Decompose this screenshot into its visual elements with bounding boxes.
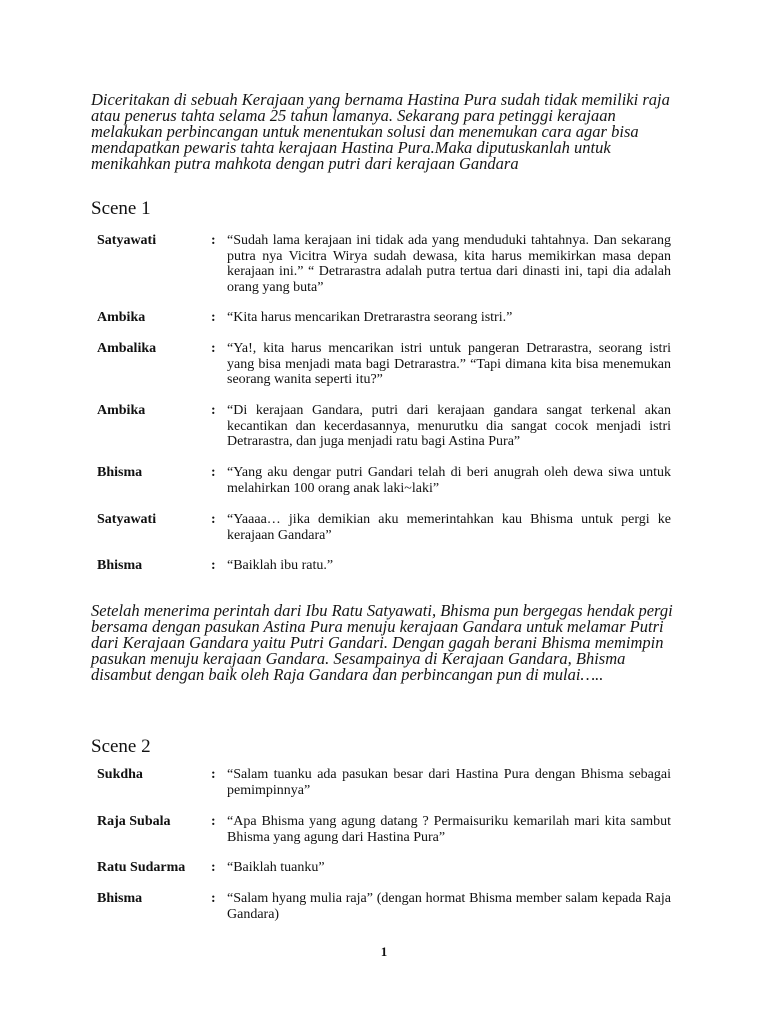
- separator-colon: :: [211, 814, 216, 829]
- dialogue-row: [97, 891, 671, 922]
- speaker-name: Bhisma: [97, 558, 143, 573]
- dialogue-row: [97, 558, 671, 574]
- dialogue-line: “Ya!, kita harus mencarikan istri untuk pangeran Detrarastra, seorang istri yang bisa menjadi mata bagi Detrarastra.” “Tapi dimana kita bisa menemukan seorang wanita seperti itu?”: [227, 341, 671, 387]
- dialogue-line: “Baiklah tuanku”: [227, 860, 325, 875]
- separator-colon: :: [211, 891, 216, 906]
- speaker-name: Ambika: [97, 403, 146, 418]
- speaker-name: Raja Subala: [97, 814, 171, 829]
- separator-colon: :: [211, 465, 216, 480]
- speaker-name: Ambalika: [97, 341, 157, 356]
- dialogue-row: [97, 310, 671, 326]
- speaker-name: Sukdha: [97, 767, 143, 782]
- dialogue-line: “Di kerajaan Gandara, putri dari kerajaan gandara sangat terkenal akan kecantikan dan kecerdasannya, menurutku dia sangat cocok menjadi istri Detrarastra, dan juga menjadi ratu bagi Astina Pura”: [227, 403, 671, 449]
- dialogue-row: [97, 860, 671, 876]
- dialogue-row: [97, 233, 671, 295]
- separator-colon: :: [211, 767, 216, 782]
- dialogue-line: “Sudah lama kerajaan ini tidak ada yang menduduki tahtahnya. Dan sekarang putra nya Vicitra Wirya sudah dewasa, kita harus memikirkan masa depan kerajaan ini.” “ Detrarastra adalah putra tertua dari dinasti ini, tapi dia adalah orang yang buta”: [227, 233, 671, 295]
- page-number: 1: [380, 944, 388, 959]
- separator-colon: :: [211, 341, 216, 356]
- dialogue-line: “Salam hyang mulia raja” (dengan hormat Bhisma member salam kepada Raja Gandara): [227, 891, 671, 922]
- separator-colon: :: [211, 558, 216, 573]
- dialogue-line: “Yang aku dengar putri Gandari telah di beri anugrah oleh dewa siwa untuk melahirkan 100 orang anak laki~laki”: [227, 465, 671, 496]
- intro-narration: Diceritakan di sebuah Kerajaan yang bernama Hastina Pura sudah tidak memiliki raja atau penerus tahta selama 25 tahun lamanya. Sekarang para petinggi kerajaan melakukan perbincangan untuk menentukan solusi dan menemukan cara agar bisa mendapatkan pewaris tahta kerajaan Hastina Pura.Maka diputuskanlah untuk menikahkan putra mahkota dengan putri dari kerajaan Gandara: [91, 90, 670, 173]
- dialogue-line: “Kita harus mencarikan Dretrarastra seorang istri.”: [227, 310, 513, 325]
- separator-colon: :: [211, 403, 216, 418]
- speaker-name: Bhisma: [97, 465, 143, 480]
- dialogue-row: [97, 814, 671, 845]
- dialogue-line: “Salam tuanku ada pasukan besar dari Hastina Pura dengan Bhisma sebagai pemimpinnya”: [227, 767, 671, 798]
- separator-colon: :: [211, 512, 216, 527]
- speaker-name: Bhisma: [97, 891, 143, 906]
- dialogue-row: [97, 465, 671, 496]
- speaker-name: Ambika: [97, 310, 146, 325]
- speaker-name: Satyawati: [97, 233, 157, 248]
- dialogue-row: [97, 767, 671, 798]
- scene-2-title: Scene 2: [91, 736, 151, 757]
- scene-1-title: Scene 1: [91, 198, 151, 219]
- separator-colon: :: [211, 233, 216, 248]
- speaker-name: Ratu Sudarma: [97, 860, 186, 875]
- dialogue-row: [97, 341, 671, 388]
- separator-colon: :: [211, 860, 216, 875]
- dialogue-line: “Apa Bhisma yang agung datang ? Permaisuriku kemarilah mari kita sambut Bhisma yang agung dari Hastina Pura”: [227, 814, 671, 845]
- dialogue-line: “Yaaaa… jika demikian aku memerintahkan kau Bhisma untuk pergi ke kerajaan Gandara”: [227, 512, 671, 543]
- dialogue-row: [97, 403, 671, 450]
- transition-narration: Setelah menerima perintah dari Ibu Ratu Satyawati, Bhisma pun bergegas hendak pergi bersama dengan pasukan Astina Pura menuju kerajaan Gandara untuk melamar Putri dari Kerajaan Gandara yaitu Putri Gandari. Dengan gagah berani Bhisma memimpin pasukan menuju kerajaan Gandara. Sesampainya di Kerajaan Gandara, Bhisma disambut dengan baik oleh Raja Gandara dan perbincangan pun di mulai…..: [91, 601, 673, 684]
- separator-colon: :: [211, 310, 216, 325]
- speaker-name: Satyawati: [97, 512, 157, 527]
- dialogue-line: “Baiklah ibu ratu.”: [227, 558, 334, 573]
- dialogue-row: [97, 512, 671, 543]
